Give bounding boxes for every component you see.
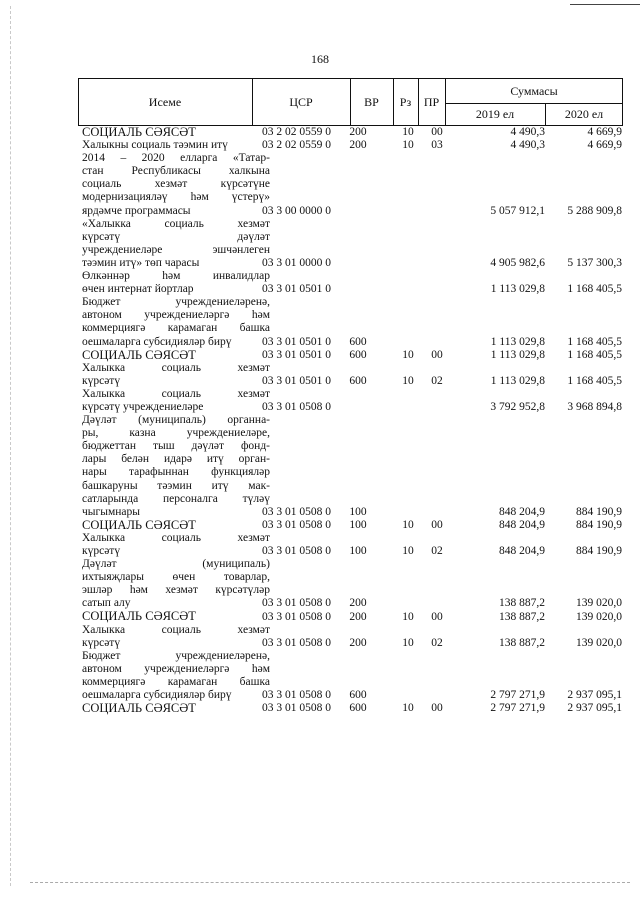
row-name-line: күрсәтү <box>82 636 121 649</box>
row-codes <box>82 702 622 715</box>
row-csr: 03 3 01 0508 0 <box>262 518 331 531</box>
row-name-line: ярдәмче программасы <box>82 204 191 217</box>
row-name-line: башкаруны тәэмин итү мак- <box>82 479 270 492</box>
row-pr: 00 <box>431 348 443 361</box>
table-row <box>82 362 622 388</box>
row-pr: 02 <box>431 545 443 558</box>
row-sum-2020: 4 669,9 <box>587 139 622 152</box>
table-row <box>82 152 622 217</box>
row-vr: 600 <box>349 702 367 715</box>
table-row <box>82 388 622 414</box>
table-row <box>82 532 622 558</box>
row-name-line: Халыкка социаль хезмәт <box>82 361 270 374</box>
row-sum-2019: 4 490,3 <box>510 139 545 152</box>
table-row <box>82 624 622 650</box>
row-codes <box>82 257 622 270</box>
table-row <box>82 702 622 715</box>
row-name-line: күрсәтү <box>82 374 121 387</box>
row-csr: 03 3 01 0501 0 <box>262 335 331 348</box>
scan-bottom-line <box>30 882 630 884</box>
row-sum-2020: 5 137 300,3 <box>567 257 622 270</box>
row-name-line: тәэмин итү» төп чарасы <box>82 256 200 269</box>
row-name-line: учреждениеләре эшчәнлеген <box>82 243 270 256</box>
row-name-line: Дәүләт (муниципаль) органна- <box>82 414 270 427</box>
row-sum-2019: 1 113 029,8 <box>490 283 545 296</box>
row-csr: 03 3 01 0501 0 <box>262 348 331 361</box>
row-sum-2020: 1 168 405,5 <box>567 374 622 387</box>
row-codes <box>82 506 622 519</box>
row-sum-2020: 884 190,9 <box>576 545 622 558</box>
row-name-line: автоном учреждениеләргә һәм <box>82 309 270 322</box>
row-rz: 10 <box>402 348 414 361</box>
row-codes <box>82 349 622 362</box>
row-sum-2020: 884 190,9 <box>576 518 622 531</box>
row-csr: 03 3 01 0508 0 <box>262 597 331 610</box>
row-codes <box>82 336 622 349</box>
row-sum-2019: 138 887,2 <box>499 636 545 649</box>
scan-top-mark <box>570 4 640 5</box>
row-name-line: социаль хезмәт күрсәтүне <box>82 178 270 191</box>
header-csr: ЦСР <box>289 94 313 109</box>
row-rz: 10 <box>402 702 414 715</box>
header-year-2020: 2020 ел <box>564 106 604 121</box>
row-pr: 03 <box>431 139 443 152</box>
table-row <box>82 519 622 532</box>
row-codes <box>82 545 622 558</box>
row-sum-2019: 2 797 271,9 <box>490 689 545 702</box>
row-sum-2020: 139 020,0 <box>576 636 622 649</box>
row-name-line: оешмаларга субсидияләр бирү <box>82 335 232 348</box>
row-name-line: Өлкәннәр һәм инвалидлар <box>82 270 270 283</box>
row-csr: 03 3 01 0501 0 <box>262 283 331 296</box>
row-name-line: өчен интернат йортлар <box>82 283 194 296</box>
row-sum-2019: 5 057 912,1 <box>490 204 545 217</box>
row-name-line: күрсәтү <box>82 545 121 557</box>
table-row <box>82 139 622 152</box>
row-codes <box>82 611 622 624</box>
table-row <box>82 414 622 519</box>
row-rz: 10 <box>402 126 414 139</box>
row-csr: 03 3 01 0508 0 <box>262 545 331 558</box>
row-pr: 02 <box>431 374 443 387</box>
header-sums: Суммасы <box>510 83 558 98</box>
row-codes <box>82 205 622 218</box>
row-sum-2020: 4 669,9 <box>587 126 622 139</box>
row-pr: 00 <box>431 702 443 715</box>
row-csr: 03 3 00 0000 0 <box>262 204 331 217</box>
row-csr: 03 3 01 0000 0 <box>262 257 331 270</box>
row-csr: 03 3 01 0508 0 <box>262 702 331 715</box>
row-name-line: күрсәтү дәүләт <box>82 230 270 243</box>
row-name-line: сатларында персоналга түләү <box>82 492 270 505</box>
row-sum-2020: 139 020,0 <box>576 597 622 610</box>
row-rz: 10 <box>402 610 414 623</box>
row-vr: 600 <box>349 689 367 702</box>
row-sum-2020: 884 190,9 <box>576 505 622 518</box>
row-name-line: СОЦИАЛЬ СӘЯСӘТ <box>82 347 196 362</box>
row-name-line: Халыкка социаль хезмәт <box>82 531 270 544</box>
row-vr: 200 <box>349 597 367 610</box>
row-vr: 600 <box>349 348 367 361</box>
row-vr: 200 <box>349 610 367 623</box>
row-sum-2019: 848 204,9 <box>499 505 545 518</box>
row-name-line: СОЦИАЛЬ СӘЯСӘТ <box>82 609 196 624</box>
row-sum-2020: 1 168 405,5 <box>567 335 622 348</box>
row-vr: 200 <box>349 139 367 152</box>
header-pr: ПР <box>423 94 440 109</box>
row-sum-2020: 1 168 405,5 <box>567 283 622 296</box>
table-header <box>78 78 623 125</box>
row-vr: 100 <box>349 545 367 558</box>
row-codes <box>82 401 622 414</box>
row-codes <box>82 139 622 152</box>
row-sum-2019: 4 490,3 <box>510 126 545 139</box>
row-pr: 02 <box>431 636 443 649</box>
row-name-line: СОЦИАЛЬ СӘЯСӘТ <box>82 701 196 716</box>
page-number: 168 <box>311 52 329 66</box>
row-name-line: Халыкка социаль хезмәт <box>82 387 270 400</box>
row-name-line: Бюджет учреждениеләренә, <box>82 649 270 662</box>
table-row <box>82 349 622 362</box>
row-csr: 03 2 02 0559 0 <box>262 139 331 152</box>
row-pr: 00 <box>431 518 443 531</box>
row-vr: 200 <box>349 126 367 139</box>
row-vr: 200 <box>349 636 367 649</box>
row-csr: 03 3 01 0508 0 <box>262 401 331 414</box>
table-row <box>82 270 622 296</box>
table-body <box>82 126 622 715</box>
row-codes <box>82 283 622 296</box>
row-csr: 03 3 01 0508 0 <box>262 689 331 702</box>
header-vr: ВР <box>364 94 379 109</box>
row-rz: 10 <box>402 139 414 152</box>
header-rz: Рз <box>399 94 412 109</box>
row-sum-2020: 1 168 405,5 <box>567 348 622 361</box>
row-sum-2019: 4 905 982,6 <box>490 257 545 270</box>
row-vr: 100 <box>349 518 367 531</box>
row-rz: 10 <box>402 636 414 649</box>
row-sum-2020: 5 288 909,8 <box>567 204 622 217</box>
row-name-line: Бюджет учреждениеләренә, <box>82 296 270 309</box>
row-name-line: ры, казна учреждениеләре, <box>82 427 270 440</box>
header-name: Исеме <box>148 94 182 109</box>
row-vr: 600 <box>349 374 367 387</box>
row-name-line: модернизацияләү һәм үстерү» <box>82 191 270 204</box>
row-sum-2020: 3 968 894,8 <box>567 401 622 414</box>
row-vr: 600 <box>349 335 367 348</box>
row-name-line: Халыкка социаль хезмәт <box>82 623 270 636</box>
row-name-line: күрсәтү учреждениеләре <box>82 400 204 413</box>
header-year-2019: 2019 ел <box>475 106 515 121</box>
row-sum-2019: 848 204,9 <box>499 545 545 558</box>
row-sum-2019: 138 887,2 <box>499 610 545 623</box>
row-name-line: автоном учреждениеләргә һәм <box>82 662 270 675</box>
row-sum-2019: 1 113 029,8 <box>490 348 545 361</box>
table-row <box>82 610 622 623</box>
row-csr: 03 3 01 0508 0 <box>262 636 331 649</box>
row-name-line: СОЦИАЛЬ СӘЯСӘТ <box>82 125 196 139</box>
row-name-line: стан Республикасы халкына <box>82 165 270 178</box>
scan-margin-line <box>10 6 12 886</box>
row-sum-2019: 138 887,2 <box>499 597 545 610</box>
row-sum-2019: 2 797 271,9 <box>490 702 545 715</box>
row-name-line: нары тарафыннан функцияләр <box>82 466 270 479</box>
row-sum-2019: 1 113 029,8 <box>490 335 545 348</box>
row-pr: 00 <box>431 126 443 139</box>
table-row <box>82 218 622 270</box>
table-row <box>82 650 622 702</box>
row-csr: 03 3 01 0508 0 <box>262 610 331 623</box>
row-vr: 100 <box>349 505 367 518</box>
row-name-line: лары белән идарә итү орган- <box>82 453 270 466</box>
row-rz: 10 <box>402 518 414 531</box>
row-name-line: коммерциягә карамаган башка <box>82 322 270 335</box>
row-rz: 10 <box>402 545 414 558</box>
row-sum-2020: 139 020,0 <box>576 610 622 623</box>
row-sum-2020: 2 937 095,1 <box>567 689 622 702</box>
row-name-line: сатып алу <box>82 597 131 610</box>
row-name-line: Дәүләт (муниципаль) <box>82 558 270 571</box>
row-csr: 03 2 02 0559 0 <box>262 126 331 139</box>
table-row <box>82 558 622 610</box>
row-name-line: Халыкны социаль тәэмин итү <box>82 139 228 152</box>
row-name-line: 2014 – 2020 елларга «Татар- <box>82 152 270 165</box>
row-name-line: ихтыяҗлары өчен товарлар, <box>82 571 270 584</box>
row-name-line: чыгымнары <box>82 505 140 518</box>
table-row <box>82 126 622 139</box>
row-csr: 03 3 01 0501 0 <box>262 374 331 387</box>
row-name-line: «Халыкка социаль хезмәт <box>82 217 270 230</box>
row-rz: 10 <box>402 374 414 387</box>
row-codes <box>82 375 622 388</box>
row-codes <box>82 637 622 650</box>
row-sum-2019: 848 204,9 <box>499 518 545 531</box>
row-pr: 00 <box>431 610 443 623</box>
row-sum-2019: 3 792 952,8 <box>490 401 545 414</box>
row-sum-2020: 2 937 095,1 <box>567 702 622 715</box>
row-name-line: эшләр һәм хезмәт күрсәтүләр <box>82 584 270 597</box>
table-row <box>82 296 622 348</box>
row-sum-2019: 1 113 029,8 <box>490 374 545 387</box>
row-name-line: бюджеттан тыш дәүләт фонд- <box>82 440 270 453</box>
row-name-line: коммерциягә карамаган башка <box>82 675 270 688</box>
row-name-line: оешмаларга субсидияләр бирү <box>82 689 232 702</box>
row-codes <box>82 519 622 532</box>
row-name <box>82 414 270 519</box>
row-csr: 03 3 01 0508 0 <box>262 505 331 518</box>
row-codes <box>82 126 622 139</box>
row-name-line: СОЦИАЛЬ СӘЯСӘТ <box>82 517 196 532</box>
